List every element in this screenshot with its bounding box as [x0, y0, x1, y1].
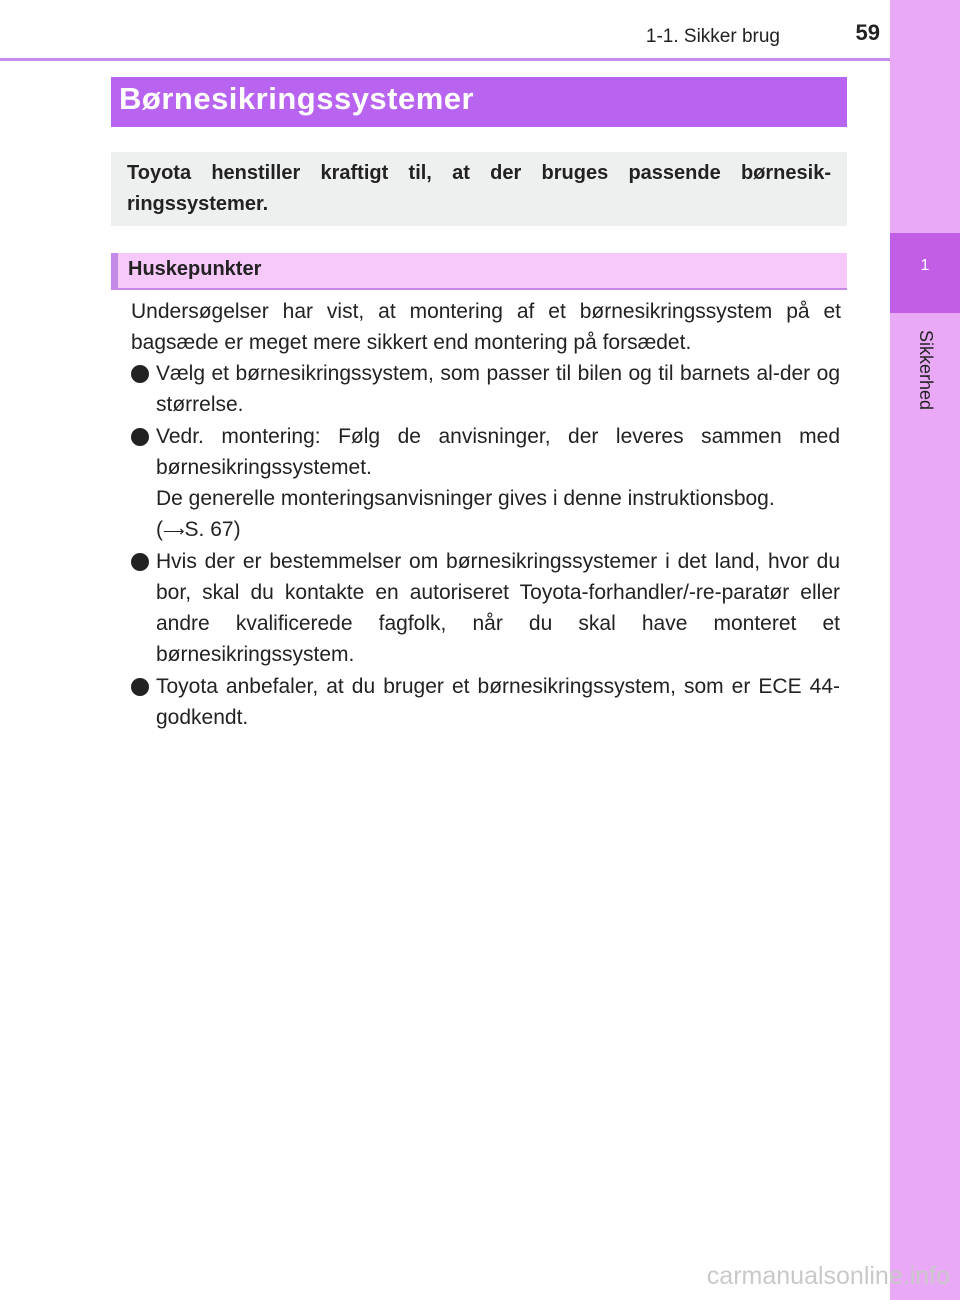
- bullet-dot-icon: [131, 428, 149, 446]
- subheading-bar: [111, 253, 847, 290]
- bullet-text: Hvis der er bestemmelser om børnesikringssystemer i det land, hvor du bor, skal du kontakte en autoriseret Toyota-forhandler/-re-paratør eller andre kvalificerede fagfolk, når du skal have monteret et børnesikringssystem.: [156, 550, 840, 666]
- bullet-item: [131, 671, 841, 733]
- arrow-right-icon: ⟶: [163, 523, 185, 540]
- page-reference-label: S. 67: [184, 518, 234, 541]
- body-paragraph: Undersøgelser har vist, at montering af et børnesikringssystem på et bagsæde er meget mere sikkert end montering på forsædet.: [131, 300, 841, 354]
- bullet-dot-icon: [131, 365, 149, 383]
- bullet-text-main: Vedr. montering: Følg de anvisninger, der leveres sammen med børnesikringssystemet.: [156, 425, 840, 479]
- chapter-side-tab: [890, 0, 960, 1300]
- bullet-dot-icon: [131, 553, 149, 571]
- intro-text: Toyota henstiller kraftigt til, at der bruges passende børnesik-ringssystemer.: [127, 162, 831, 215]
- bullet-text: Vælg et børnesikringssystem, som passer til bilen og til barnets al-der og størrelse.: [156, 362, 840, 416]
- page-reference[interactable]: (⟶S. 67): [156, 518, 241, 541]
- chapter-number-tab[interactable]: 1: [890, 233, 960, 313]
- chapter-label: Sikkerhed: [916, 330, 936, 411]
- bullet-text: [156, 421, 840, 547]
- subheading-text: Huskepunkter: [128, 258, 262, 280]
- bullet-item: [131, 546, 841, 670]
- page-number: 59: [855, 20, 880, 45]
- watermark: carmanualsonline.info: [706, 1262, 950, 1290]
- bullet-item: [131, 421, 841, 545]
- title-bar: [111, 77, 847, 127]
- bullet-item: [131, 358, 841, 420]
- bullet-dot-icon: [131, 678, 149, 696]
- header-divider: [0, 58, 890, 61]
- bullet-text-extra: De generelle monteringsanvisninger gives i denne instruktionsbog.: [156, 487, 775, 510]
- bullet-text: Toyota anbefaler, at du bruger et børnesikringssystem, som er ECE 44-godkendt.: [156, 675, 840, 729]
- section-title: 1-1. Sikker brug: [645, 26, 780, 47]
- subheading-marker: [111, 253, 118, 288]
- page-title: Børnesikringssystemer: [119, 81, 475, 116]
- intro-box: [111, 152, 847, 226]
